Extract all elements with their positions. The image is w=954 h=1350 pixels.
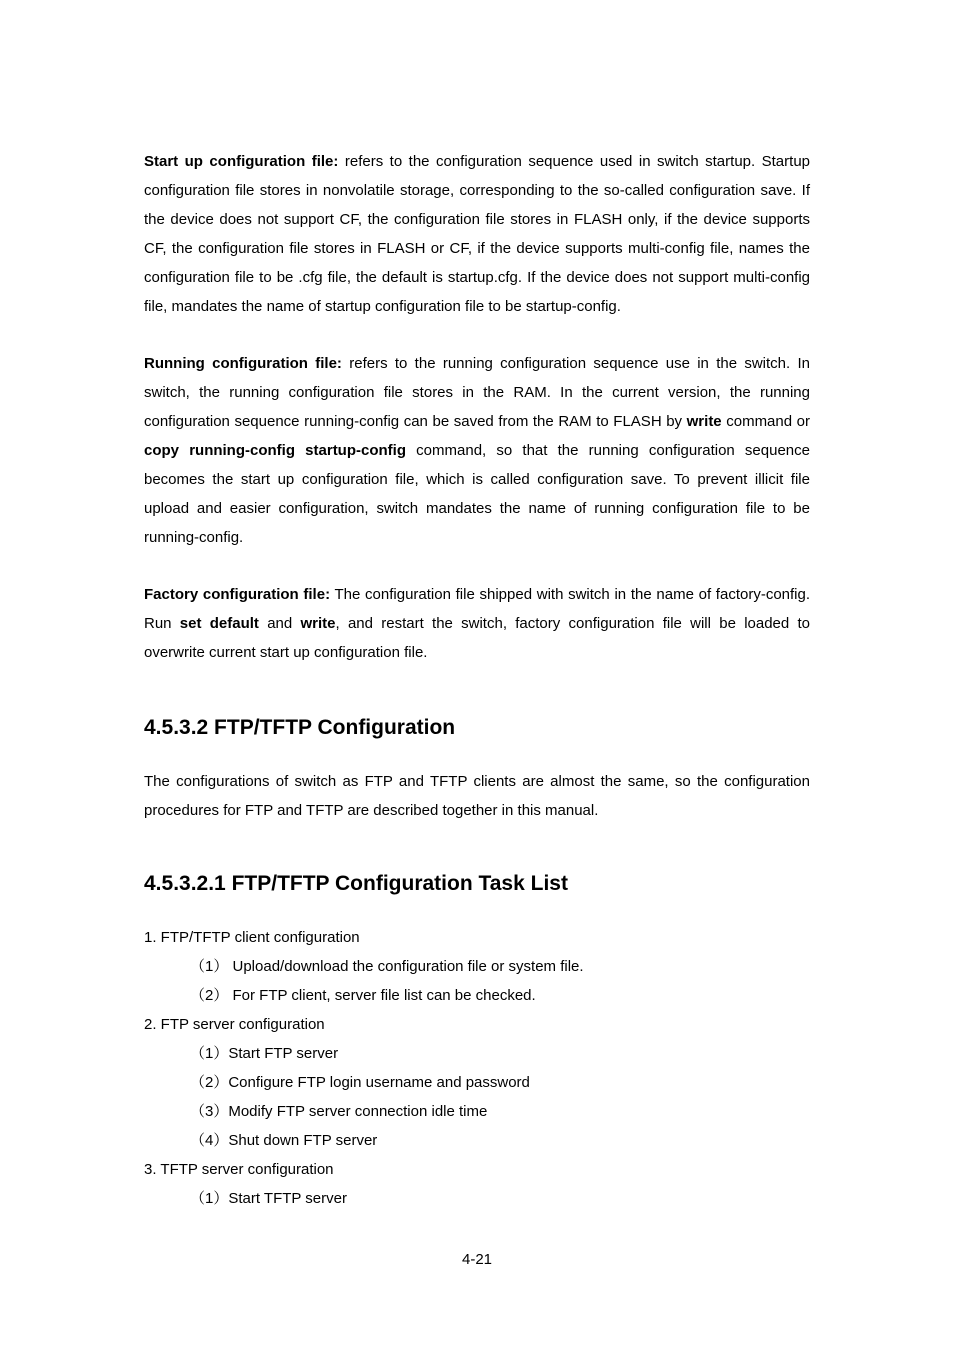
set-default-command: set default — [179, 615, 259, 632]
startup-config-text: refers to the configuration sequence used in switch startup. Startup configuration file stores in nonvolatile storage, corresponding to the so-called configuration save. If the device does not support CF, the configuration file stores in FLASH only, if the device supports CF, the configuration file stores in FLASH or CF, if the device supports multi-config file, names the configuration file to be .cfg file, the default is startup.cfg. If the device does not support multi-config file, mandates the name of startup configuration file to be startup-config. — [144, 153, 810, 315]
factory-config-text-1: The configuration file shipped with switch in the name of factory-config. Run — [144, 586, 811, 632]
write-command-2: write — [300, 615, 336, 632]
running-config-text-3: command, so that the running configuration sequence becomes the start up configuration file, which is called configuration save. To prevent illicit file upload and easier configuration, switch mandates the name of running configuration file to be running-config. — [144, 442, 810, 546]
list-subitem: （3）Modify FTP server connection idle time — [190, 1103, 488, 1120]
startup-config-term: Start up configuration file: — [144, 153, 339, 170]
copy-command: copy running-config startup-config — [144, 442, 406, 459]
list-subitem: （1）Start TFTP server — [190, 1190, 347, 1207]
section-heading-task-list: 4.5.3.2.1 FTP/TFTP Configuration Task List — [144, 872, 568, 895]
page-content — [144, 147, 810, 1213]
write-command: write — [686, 413, 722, 430]
running-config-term: Running configuration file: — [144, 355, 342, 372]
list-subitem: （2）Configure FTP login username and password — [190, 1074, 530, 1091]
section-heading-ftp-tftp: 4.5.3.2 FTP/TFTP Configuration — [144, 716, 456, 739]
list-subitem: （4）Shut down FTP server — [190, 1132, 378, 1149]
factory-config-text-3: , and restart the switch, factory configuration file will be loaded to overwrite current start up configuration file. — [144, 615, 811, 661]
running-config-paragraph — [144, 349, 810, 552]
list-item: 1. FTP/TFTP client configuration — [144, 929, 360, 946]
list-subitem: （1） Upload/download the configuration file or system file. — [190, 958, 584, 975]
startup-config-paragraph — [144, 147, 810, 321]
list-subitem: （2） For FTP client, server file list can be checked. — [190, 987, 536, 1004]
page-number: 4-21 — [461, 1251, 493, 1268]
list-item: 2. FTP server configuration — [144, 1016, 325, 1033]
factory-config-text-2: and — [258, 615, 301, 632]
task-list — [144, 923, 810, 1213]
list-item: 3. TFTP server configuration — [144, 1161, 334, 1178]
list-subitem: （1）Start FTP server — [190, 1045, 339, 1062]
factory-config-paragraph — [144, 580, 810, 667]
running-config-text-2: command or — [721, 413, 810, 430]
factory-config-term: Factory configuration file: — [144, 586, 331, 603]
section-body-ftp-tftp: The configurations of switch as FTP and TFTP clients are almost the same, so the configuration procedures for FTP and TFTP are described together in this manual. — [144, 773, 810, 819]
running-config-text-1: refers to the running configuration sequence use in the switch. In switch, the running configuration file stores in the RAM. In the current version, the running configuration sequence running-config can be saved from the RAM to FLASH by — [144, 355, 811, 430]
